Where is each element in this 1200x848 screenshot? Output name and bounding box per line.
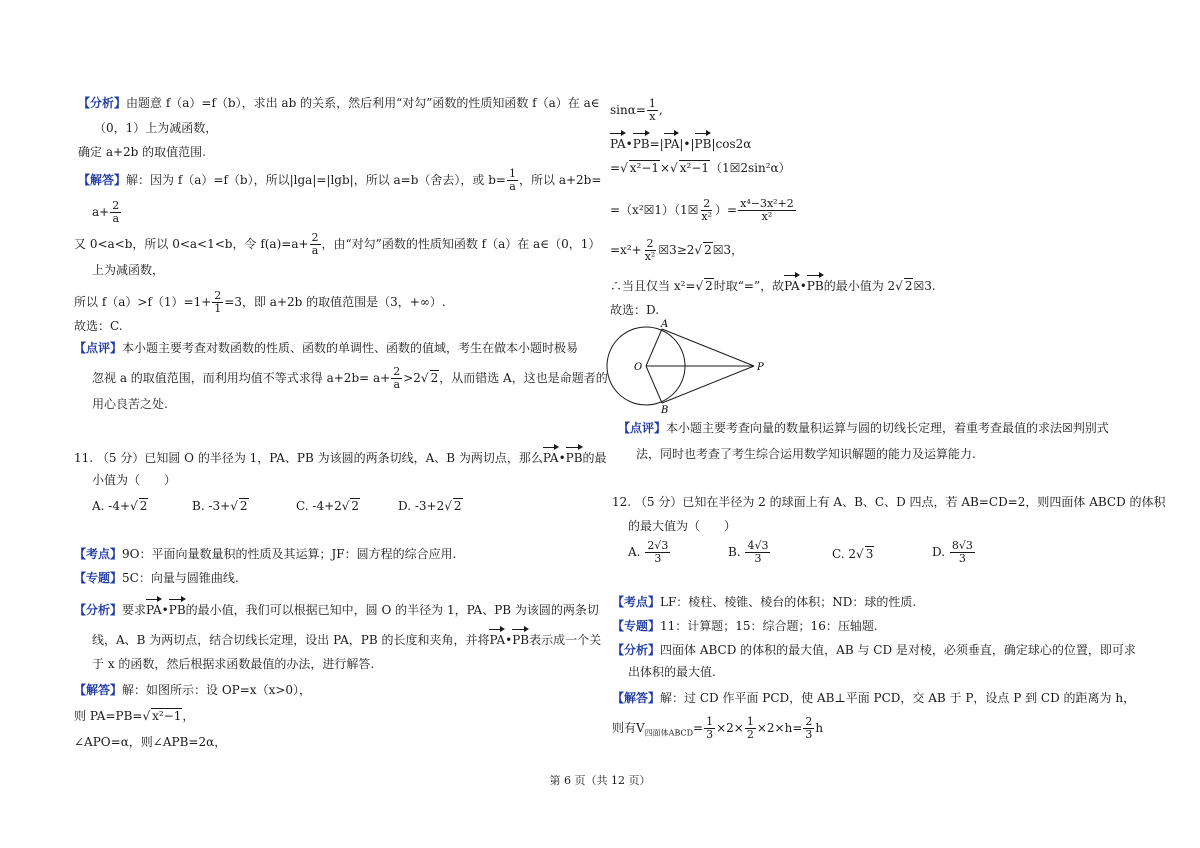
circle-tangent-figure (604, 318, 774, 414)
conclusion-line: ∴当且仅当 x²=√ 2时取“=”，故PA•PB的最小值为 2√ 2☒3. (610, 274, 936, 294)
fraction: $\frac{2}{a}$ (311, 231, 319, 257)
review1-line-2: 忽视 a 的取值范围，而利用均值不等式求得 a+2b= a+ $\frac{2}{a}$ >2√ 2，从而错选 A，这也是命题者的 (92, 365, 608, 391)
option-c-12: C. 2√ 3 (832, 547, 874, 561)
segment-ob (646, 366, 662, 403)
analysis1-line-2: （0，1）上为减函数， (94, 121, 218, 135)
analysis1-line-1: 【分析】由题意 f（a）=f（b），求出 ab 的关系，然后利用“对勾”函数的性质知函数 f（a）在 a∈ (78, 96, 600, 110)
option-a-12: A. $\frac{2√3}{3}$ (628, 539, 669, 565)
jieda-line-12-2: 则有$V_{四面体ABCD}=$ $\frac{1}{3}$ ×2× $\frac{1}{2}$ ×2×h= $\frac{2}{3}$ h (612, 715, 824, 741)
fenxi-line-3: 于 x 的函数，然后根据求函数最值的办法，进行解答. (92, 657, 375, 671)
fenxi-line-12-2: 出体积的最大值. (628, 665, 716, 679)
solution1-line-4: 上为减函数， (92, 263, 165, 277)
page-footer: 第 6 页（共 12 页） (549, 774, 651, 787)
fenxi-line-12-1: 【分析】四面体 ABCD 的体积的最大值，AB 与 CD 是对棱，必须垂直，确定球心的位置，即可求 (612, 643, 1136, 657)
equation-line-3: =x²+ $\frac{2}{\text{x²}}$ ☒3≥2√ 2☒3， (610, 237, 744, 263)
question-12-line-1: 12. （5 分）已知在半径为 2 的球面上有 A、B、C、D 四点，若 AB=CD=2，则四面体 ABCD 的体积 (612, 495, 1166, 509)
question-11-line-1: 11. （5 分）已知圆 O 的半径为 1，PA、PB 为该圆的两条切线，A、B 为两切点，那么PA•PB的最 (74, 446, 607, 466)
option-c: C. -4+2√ 2 (296, 499, 360, 513)
question-11-line-2: 小值为（ ） (92, 473, 177, 487)
analysis-tag: 【分析】 (78, 96, 127, 110)
tangent-pb (662, 366, 754, 403)
answer-line-11: 故选：D. (610, 303, 660, 317)
sin-line: sinα= $\frac{1}{x}$ , (610, 97, 663, 123)
option-b-12: B. $\frac{4√3}{3}$ (728, 539, 769, 565)
fenxi-line-2: 线，A、B 为两切点，结合切线长定理，设出 PA，PB 的长度和夹角，并将PA•PB表示成一个关 (92, 628, 601, 648)
zhuanti-line: 【专题】5C：向量与圆锥曲线. (74, 571, 239, 585)
fraction: $\frac{2}{\text{x²}}$ (701, 197, 713, 223)
label-b: B (661, 405, 669, 414)
equation-line-2: =（x²☒1）（1☒ $\frac{2}{\text{x²}}$ ）= $\frac{\text{x⁴−3x²+2}}{\text{x²}}$ (610, 197, 794, 223)
kaodian-line: 【考点】9O：平面向量数量积的性质及其运算；JF：圆方程的综合应用. (74, 547, 457, 561)
review11-line-2: 法，同时也考查了考生综合运用数学知识解题的能力及运算能力. (636, 447, 976, 461)
review11-line-1: 【点评】本小题主要考查向量的数量积运算与圆的切线长定理，着重考查最值的求法☒判别式 (618, 421, 1109, 435)
review1-line-1: 【点评】本小题主要考查对数函数的性质、函数的单调性、函数的值域，考生在做本小题时极易 (74, 341, 579, 355)
option-d: D. -3+2√ 2 (398, 499, 462, 513)
label-a: A (661, 319, 669, 330)
segment-oa (646, 329, 662, 366)
jieda-line-3: ∠APO=α，则∠APB=2α， (74, 735, 227, 749)
solution-tag: 【解答】 (78, 173, 127, 187)
fraction: $\frac{2}{\text{x²}}$ (644, 237, 656, 263)
label-o: O (634, 362, 643, 373)
kaodian-line-12: 【考点】LF：棱柱、棱锥、棱台的体积；ND：球的性质. (612, 595, 917, 609)
fraction: $\frac{2}{1}$ (214, 289, 222, 315)
jieda-line-2: 则 PA=PB=√ x²−1， (74, 709, 195, 723)
jieda-line-1: 【解答】解：如图所示：设 OP=x（x>0）， (74, 683, 312, 697)
option-d-12: D. $\frac{8√3}{3}$ (932, 539, 973, 565)
analysis1-line-3: 确定 a+2b 的取值范围. (78, 145, 206, 159)
review-tag: 【点评】 (74, 341, 123, 355)
solution1-line-3: 又 0<a<b，所以 0<a<1<b，令 f(a)=a+ $\frac{2}{a}$ ，由“对勾”函数的性质知函数 f（a）在 a∈（0，1） (74, 231, 601, 257)
solution1-line-5: 所以 f（a）>f（1）=1+ $\frac{2}{1}$ =3，即 a+2b 的取值范围是（3，+∞）. (74, 289, 446, 315)
equation-line-1: =√ x²−1×√ x²−1（1☒2sin²α） (610, 161, 791, 175)
solution1-line-1: 【解答】解：因为 f（a）=f（b），所以|lga|=|lgb|，所以 a=b（舍去），或 b= $\frac{1}{a}$ ，所以 a+2b= (78, 167, 602, 193)
fraction: $\frac{\text{x⁴−3x²+2}}{\text{x²}}$ (740, 197, 794, 223)
fraction: $\frac{1}{a}$ (509, 167, 516, 193)
question-12-line-2: 的最大值为（ ） (628, 519, 737, 533)
fraction: $\frac{1}{x}$ (648, 97, 656, 123)
fraction: $\frac{2}{a}$ (112, 199, 120, 225)
label-p: P (757, 362, 764, 373)
option-a: A. -4+√ 2 (92, 499, 148, 513)
review1-line-3: 用心良苦之处. (92, 397, 168, 411)
option-b: B. -3+√ 2 (192, 499, 248, 513)
fraction: $\frac{2}{a}$ (393, 365, 401, 391)
solution1-line-2: a+ $\frac{2}{a}$ (92, 199, 120, 225)
answer-line: 故选：C. (74, 319, 123, 333)
fenxi-line-1: 【分析】要求PA•PB的最小值，我们可以根据已知中，圆 O 的半径为 1，PA、PB 为该圆的两条切 (74, 598, 599, 618)
zhuanti-line-12: 【专题】11：计算题；15：综合题；16：压轴题. (612, 619, 878, 633)
dot-product-line: PA•PB=|PA|•|PB|cos2α (610, 132, 751, 152)
tangent-pa (662, 329, 754, 366)
jieda-line-12-1: 【解答】解：过 CD 作平面 PCD，使 AB⊥平面 PCD，交 AB 于 P，设点 P 到 CD 的距离为 h， (612, 691, 1136, 705)
